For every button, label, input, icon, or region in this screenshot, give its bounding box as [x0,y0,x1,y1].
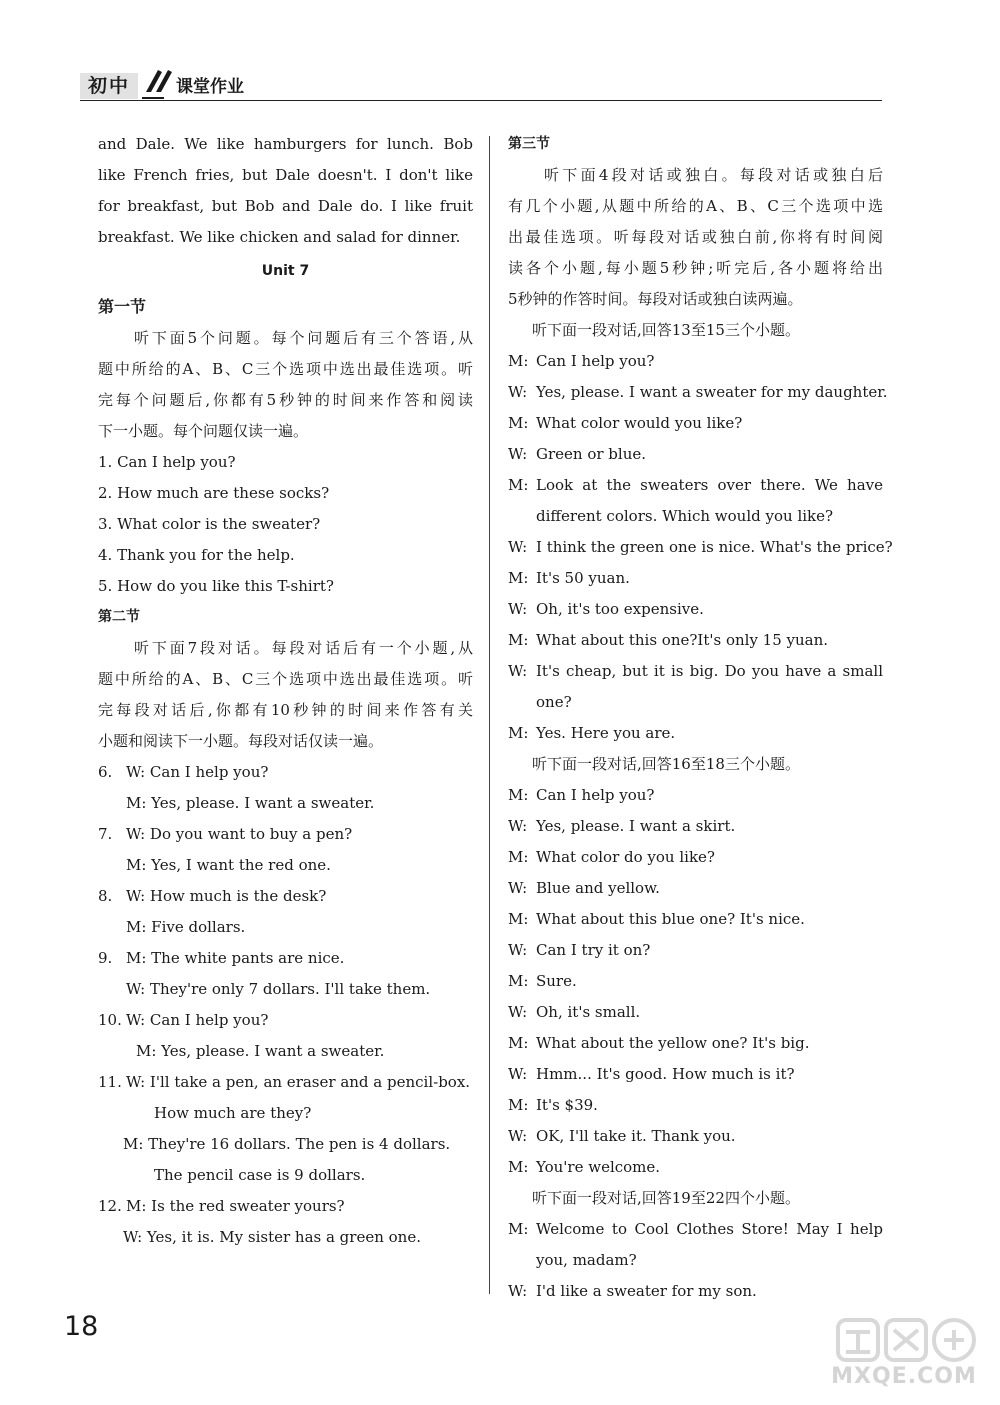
watermark [818,1316,988,1398]
dialogue-line: M: What color do you like? [508,848,715,866]
dialogue-line: W: Yes, it is. My sister has a green one. [123,1228,421,1246]
intro-line: breakfast. We like chicken and salad for dinner. [98,228,461,246]
question-item: 3. What color is the sweater? [98,515,321,533]
watermark-url: MXQE.COM [831,1364,977,1389]
instruction-line: 听下面7段对话。每段对话后有一个小题,从 [134,639,473,657]
dialogue-line: M: Can I help you? [508,352,655,370]
dialogue-line: W: Green or blue. [508,445,647,463]
dialogue-line: M: What about the yellow one? It's big. [508,1034,810,1052]
dialogue-line: W: Blue and yellow. [508,879,660,897]
instruction-line: 题中所给的A、B、C三个选项中选出最佳选项。听 [98,360,473,378]
dialogue-line: M: What color would you like? [508,414,743,432]
section-title: 第一节 [98,297,147,316]
dialogue-item: 7. W: Do you want to buy a pen? [98,825,353,843]
dialogue-line: The pencil case is 9 dollars. [154,1166,366,1184]
dialogue-line: W: Oh, it's too expensive. [508,600,704,618]
page-header [80,62,882,102]
dialogue-intro: 听下面一段对话,回答13至15三个小题。 [532,321,800,339]
dialogue-line: you, madam? [536,1251,637,1269]
dialogue-line: different colors. Which would you like? [536,507,834,525]
dialogue-item: 11. W: I'll take a pen, an eraser and a pencil-box. [98,1073,471,1091]
dialogue-line: W: Yes, please. I want a sweater for my daughter. [508,383,888,401]
column-divider [489,136,490,1294]
dialogue-line: M: Welcome to Cool Clothes Store! May I help [508,1220,883,1238]
page-number: 18 [64,1311,99,1342]
dialogue-item: 8. W: How much is the desk? [98,887,327,905]
dialogue-line: M: Yes. Here you are. [508,724,676,742]
instruction-line: 完每段对话后,你都有10秒钟的时间来作答有关 [98,701,473,719]
dialogue-line: W: I'd like a sweater for my son. [508,1282,757,1300]
dialogue-line: M: Yes, please. I want a sweater. [136,1042,385,1060]
dialogue-line: M: Five dollars. [126,918,246,936]
level-tag: 初中 [80,73,138,99]
intro-line: like French fries, but Dale doesn't. I don't like [98,166,473,184]
section-title: 第三节 [508,136,550,152]
dialogue-line: W: I think the green one is nice. What's the price? [508,538,893,556]
dialogue-line: M: It's $39. [508,1096,598,1114]
dialogue-line: W: Oh, it's small. [508,1003,641,1021]
instruction-line: 有几个小题,从题中所给的A、B、C三个选项中选 [508,197,883,215]
dialogue-line: M: You're welcome. [508,1158,661,1176]
right-column [508,129,893,1307]
dialogue-line: How much are they? [154,1104,312,1122]
dialogue-line: M: Yes, I want the red one. [126,856,331,874]
question-item: 1. Can I help you? [98,453,236,471]
dialogue-line: M: Yes, please. I want a sweater. [126,794,375,812]
left-column [98,129,473,1253]
instruction-line: 听下面5个问题。每个问题后有三个答语,从 [134,329,473,347]
dialogue-item: 12. M: Is the red sweater yours? [98,1197,345,1215]
dialogue-line: W: Hmm... It's good. How much is it? [508,1065,795,1083]
dialogue-line: W: Yes, please. I want a skirt. [508,817,736,835]
header-rule [80,100,882,101]
watermark-logo [836,1316,976,1364]
dialogue-item: 9. M: The white pants are nice. [98,949,345,967]
instruction-line: 题中所给的A、B、C三个选项中选出最佳选项。听 [98,670,473,688]
instruction-line: 读各个小题,每小题5秒钟;听完后,各小题将给出 [508,259,883,277]
question-item: 4. Thank you for the help. [98,546,295,564]
instruction-line: 下一小题。每个问题仅读一遍。 [98,422,309,440]
dialogue-line: M: They're 16 dollars. The pen is 4 dollars. [123,1135,451,1153]
dialogue-item: 10. W: Can I help you? [98,1011,269,1029]
question-item: 5. How do you like this T-shirt? [98,577,334,595]
instruction-line: 听下面4段对话或独白。每段对话或独白后 [544,166,883,184]
unit-title: Unit 7 [261,263,310,279]
dialogue-line: M: Look at the sweaters over there. We have [508,476,883,494]
dialogue-intro: 听下面一段对话,回答19至22四个小题。 [532,1189,800,1207]
header-title: 课堂作业 [176,77,244,97]
question-item: 2. How much are these socks? [98,484,330,502]
dialogue-line: M: What about this one?It's only 15 yuan. [508,631,829,649]
dialogue-line: one? [536,693,572,711]
dialogue-item: 6. W: Can I help you? [98,763,269,781]
section-title: 第二节 [98,609,140,625]
dialogue-line: W: It's cheap, but it is big. Do you have a small [508,662,883,680]
intro-line: and Dale. We like hamburgers for lunch. Bob [98,135,473,153]
instruction-line: 小题和阅读下一小题。每段对话仅读一遍。 [98,732,384,750]
dialogue-line: W: OK, I'll take it. Thank you. [508,1127,736,1145]
dialogue-intro: 听下面一段对话,回答16至18三个小题。 [532,755,800,773]
dialogue-line: M: It's 50 yuan. [508,569,630,587]
dialogue-line: M: What about this blue one? It's nice. [508,910,805,928]
dialogue-line: W: They're only 7 dollars. I'll take them. [126,980,431,998]
dialogue-line: M: Sure. [508,972,577,990]
instruction-line: 出最佳选项。听每段对话或独白前,你将有时间阅 [508,228,883,246]
intro-line: for breakfast, but Bob and Dale do. I like fruit [98,197,473,215]
dialogue-line: W: Can I try it on? [508,941,651,959]
dialogue-line: M: Can I help you? [508,786,655,804]
instruction-line: 5秒钟的作答时间。每段对话或独白读两遍。 [508,290,803,308]
instruction-line: 完每个问题后,你都有5秒钟的时间来作答和阅读 [98,391,473,409]
